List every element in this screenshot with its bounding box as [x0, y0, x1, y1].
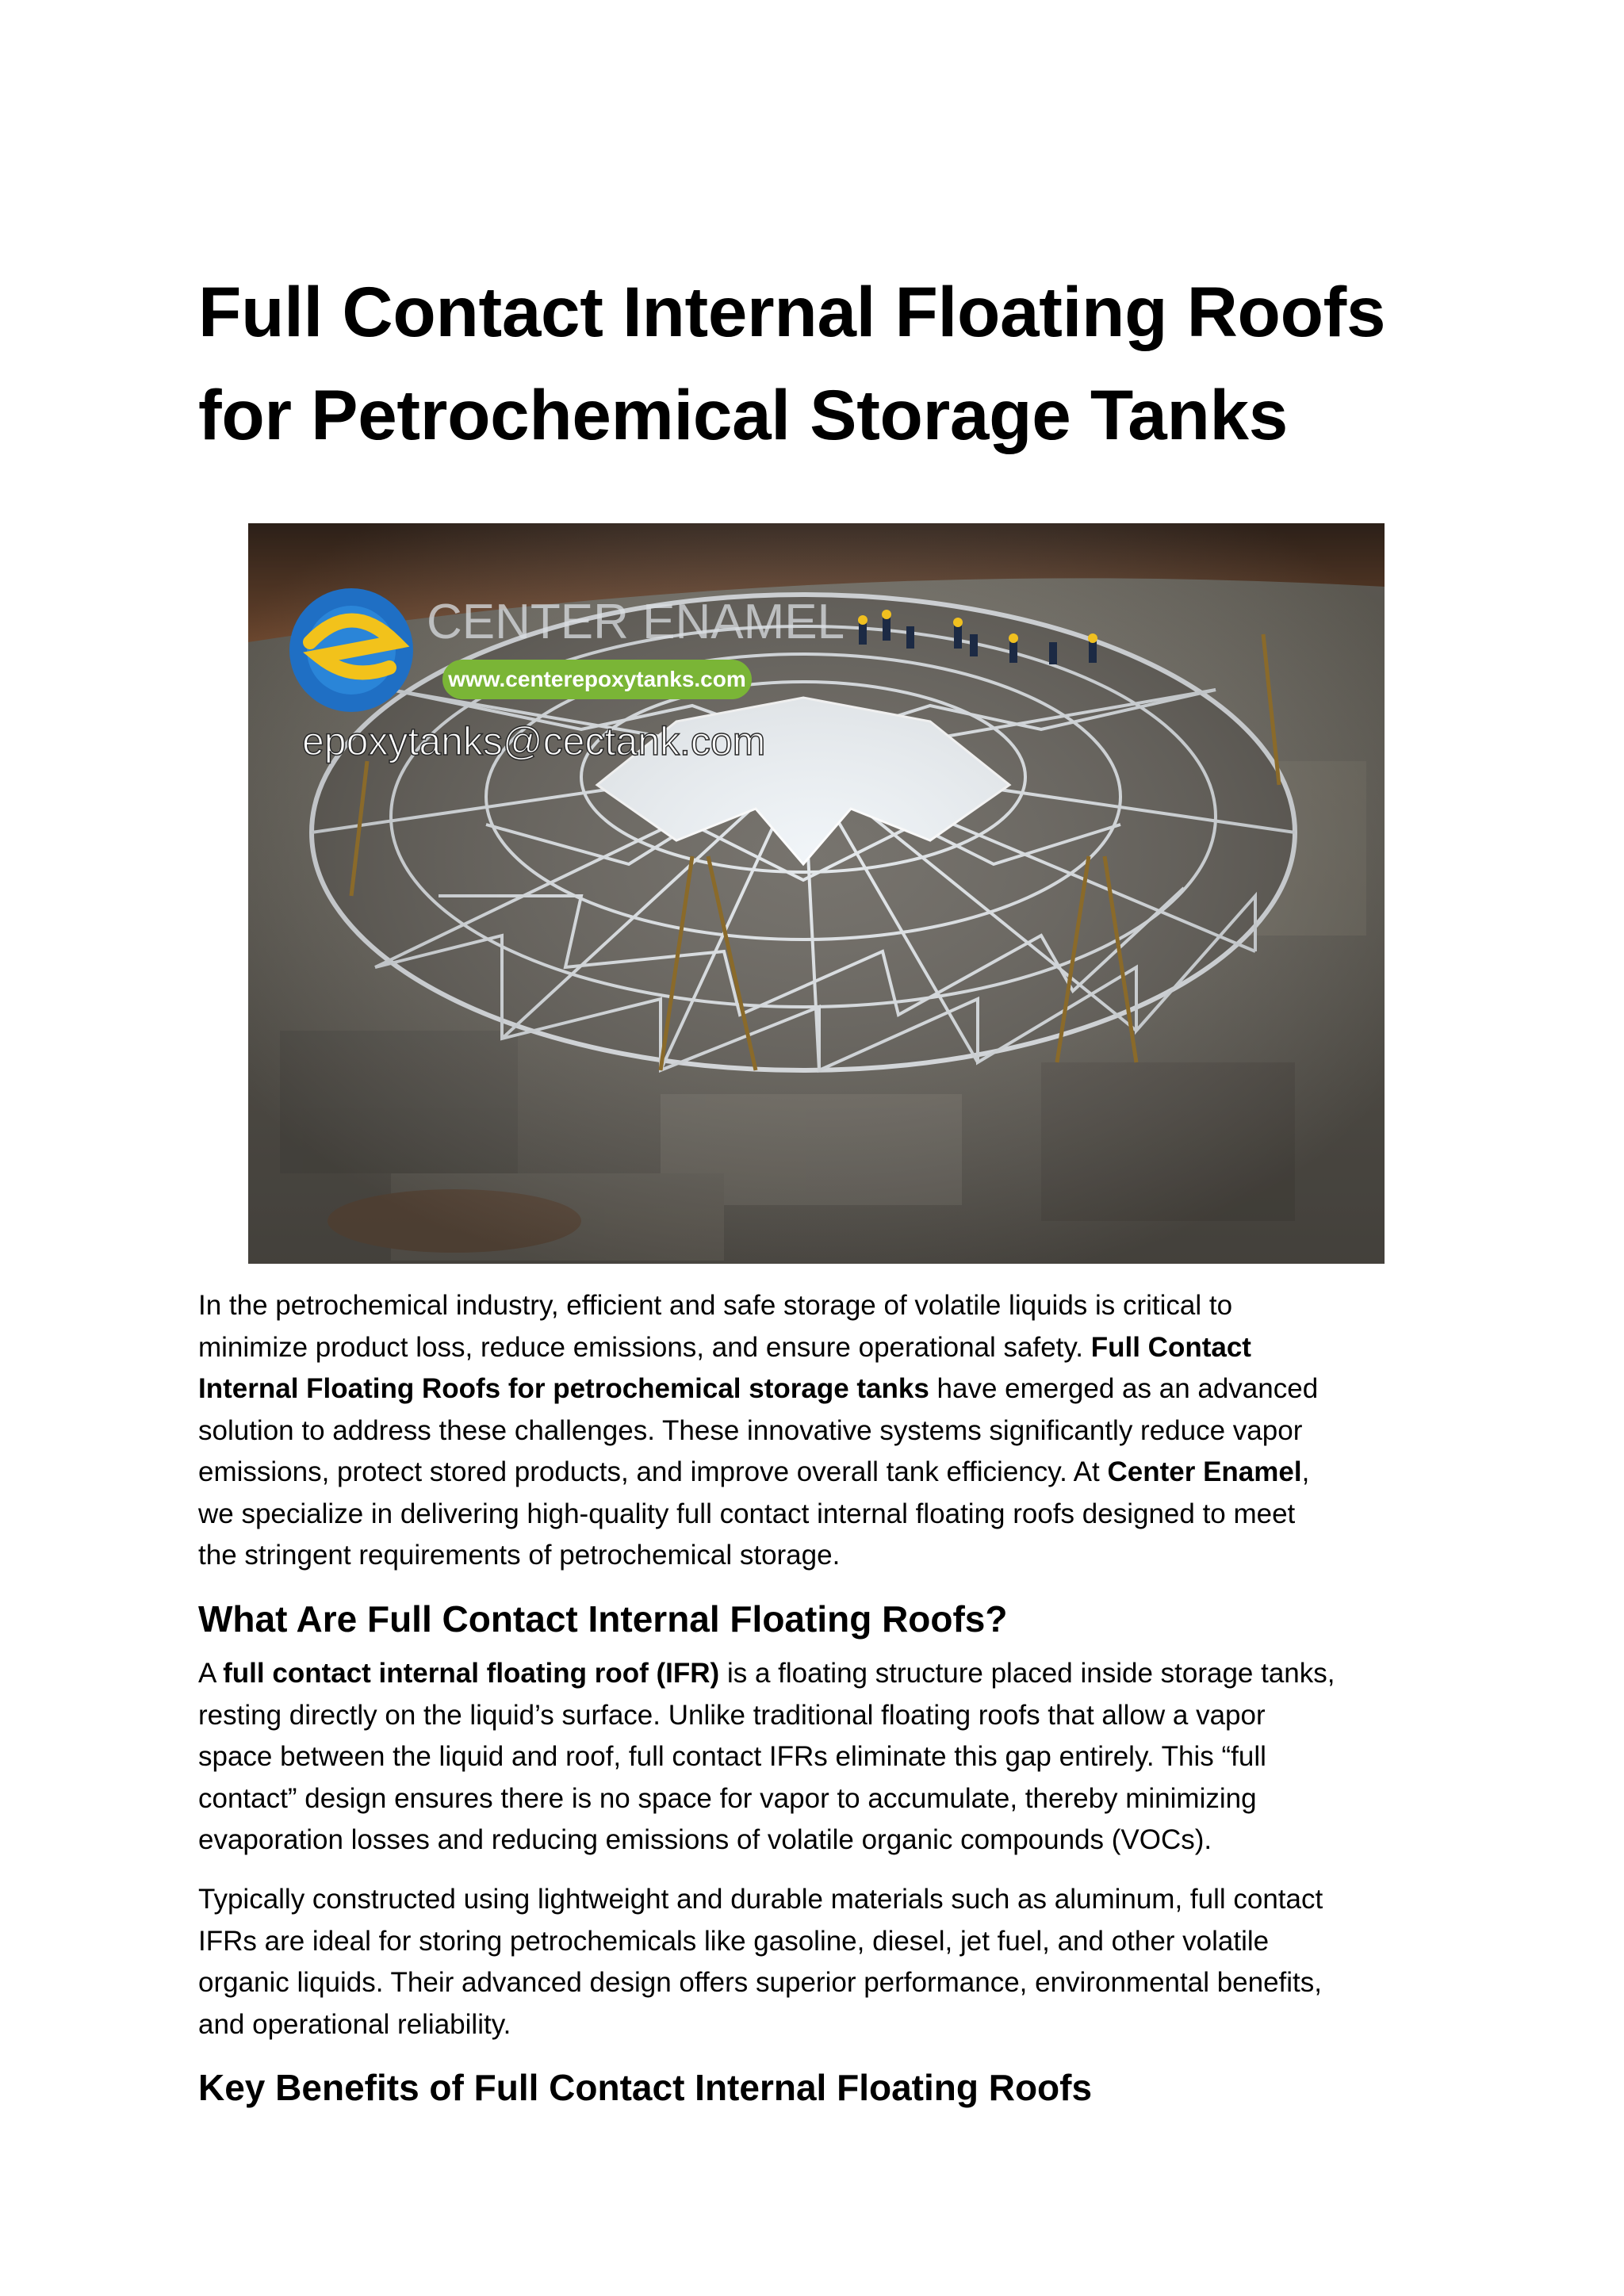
- definition-line: contact” design ensures there is no space for vapor to accumulate, thereby minimizing: [198, 1782, 1257, 1814]
- definition-line: resting directly on the liquid’s surface. Unlike traditional floating roofs that allow a vapor: [198, 1699, 1266, 1731]
- email-text: epoxytanks@cectank.com: [302, 719, 766, 763]
- intro-line: Internal Floating Roofs for petrochemical storage tanks have emerged as an advanced: [198, 1373, 1319, 1404]
- page-title-line-2: for Petrochemical Storage Tanks: [198, 375, 1288, 454]
- materials-line: and operational reliability.: [198, 2008, 511, 2040]
- section-heading-what-are: What Are Full Contact Internal Floating Roofs?: [198, 1598, 1008, 1640]
- brand-logo: [289, 588, 413, 712]
- logo-wordmark: CENTER ENAMEL: [427, 595, 845, 649]
- intro-line: In the petrochemical industry, efficient and safe storage of volatile liquids is critical to: [198, 1290, 1233, 1321]
- page-title: [198, 260, 1467, 466]
- materials-line: organic liquids. Their advanced design offers superior performance, environmental benefits,: [198, 1967, 1323, 1998]
- intro-paragraph: [198, 1285, 1467, 1577]
- intro-line: we specialize in delivering high-quality full contact internal floating roofs designed to meet: [198, 1498, 1296, 1529]
- definition-paragraph: [198, 1653, 1467, 1862]
- intro-line: solution to address these challenges. These innovative systems significantly reduce vapor: [198, 1414, 1303, 1446]
- intro-line: minimize product loss, reduce emissions, and ensure operational safety. Full Contact: [198, 1331, 1251, 1363]
- intro-line: emissions, protect stored products, and improve overall tank efficiency. At Center Enamel,: [198, 1456, 1310, 1487]
- hero-image: [248, 523, 1385, 1264]
- floating-roof-photo-icon: [248, 523, 1385, 1264]
- section-heading-key-benefits: Key Benefits of Full Contact Internal Floating Roofs: [198, 2067, 1093, 2108]
- intro-line: the stringent requirements of petrochemical storage.: [198, 1540, 841, 1571]
- website-text: www.centerepoxytanks.com: [448, 667, 746, 691]
- materials-line: IFRs are ideal for storing petrochemicals like gasoline, diesel, jet fuel, and other volatile: [198, 1925, 1270, 1957]
- definition-line: A full contact internal floating roof (IFR) is a floating structure placed inside storage tanks,: [198, 1658, 1335, 1689]
- definition-line: space between the liquid and roof, full contact IFRs eliminate this gap entirely. This “full: [198, 1741, 1266, 1772]
- materials-paragraph: [198, 1879, 1467, 2045]
- materials-line: Typically constructed using lightweight and durable materials such as aluminum, full contact: [198, 1884, 1323, 1915]
- page-title-line-1: Full Contact Internal Floating Roofs: [198, 272, 1386, 351]
- definition-line: evaporation losses and reducing emissions of volatile organic compounds (VOCs).: [198, 1824, 1212, 1855]
